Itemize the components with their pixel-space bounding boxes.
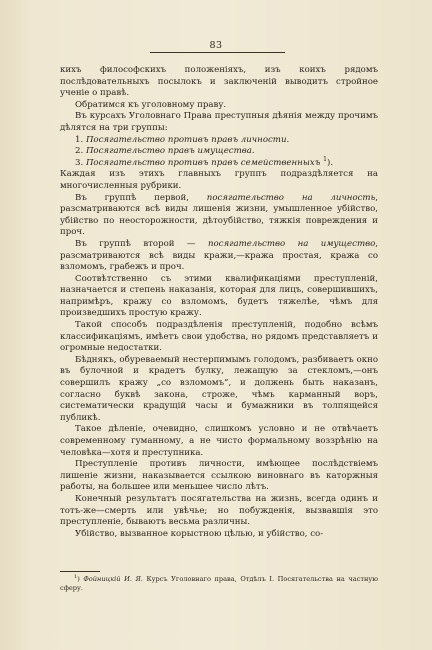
paragraph-9: Бѣднякъ, обуреваемый нестерпимымъ голодомъ, разбиваетъ окно въ булочной и крадетъ булку, лежащую за стекломъ,—онъ совершилъ кражу „со взломомъ“, и должень быть наказанъ, согласно буквѣ закона, строже, чѣмъ карманный воръ, систематически крадущiй часы и бумажники въ толпящейся публикѣ. bbox=[60, 354, 378, 423]
paragraph-5 bbox=[60, 193, 378, 239]
footnote-number: 1 bbox=[74, 573, 78, 580]
list-text: Посягательство противъ правъ семейственныхъ bbox=[85, 157, 321, 168]
paragraph-6 bbox=[60, 239, 378, 274]
list-item-3 bbox=[60, 155, 378, 170]
paragraph-1: кихъ философскихъ положенiяхъ, изъ коихъ рядомъ послѣдовательныхъ посылокъ и заключенiй выводитъ стройное ученiе о правѣ. bbox=[60, 65, 378, 99]
list-number: 2. bbox=[75, 146, 84, 157]
paragraph-10: Такое дѣленiе, очевидно, слишкомъ условно и не отвѣчаетъ современному гуманному, а не чисто формальному воззрѣнiю на человѣка—хотя и преступника. bbox=[60, 424, 378, 458]
paragraph-11: Преступленiе противъ личности, имѣющее послѣдствiемъ лишенiе жизни, наказывается ссылкою виновнаго въ каторжныя работы, на большее или меньшее число лѣтъ. bbox=[60, 459, 378, 493]
list-number: 1. bbox=[75, 134, 84, 145]
list-item-2 bbox=[60, 146, 378, 158]
footnote-rule bbox=[60, 571, 100, 572]
paragraph-4: Каждая изъ этихъ главныхъ группъ подраздѣляется на многочисленныя рубрики. bbox=[60, 169, 378, 191]
list-text: Посягательство противъ правъ личности. bbox=[85, 134, 290, 145]
header-rule bbox=[150, 52, 285, 53]
paragraph-7: Соотвѣтственно съ этими квалификацiями преступленiй, назначается и степень наказанiя, которая для лицъ, совершившихъ, напримѣръ, кражу со взломомъ, будетъ тяжелѣе, чѣмъ для произведшихъ простую кражу. bbox=[60, 273, 378, 319]
paragraph-2: Обратимся къ уголовному праву. bbox=[75, 99, 227, 110]
emphasis: посягательство на имущество bbox=[207, 238, 376, 249]
paragraph-8: Такой способъ подраздѣленiя преступленiй, подобно всѣмъ классификацiямъ, имѣетъ свои удобства, но рядомъ представляетъ и огромные недостатки. bbox=[60, 320, 378, 354]
emphasis: посягательство на личность bbox=[206, 192, 376, 203]
text-run: , разсматриваются всѣ виды кражи,—кража простая, кража со взломомъ, грабежъ и проч. bbox=[60, 238, 378, 273]
list-number: 3. bbox=[75, 157, 84, 168]
paragraph-12: Конечный результатъ посягательства на жизнь, всегда одинъ и тотъ-же—смерть или увѣчье; но побужденiя, вызвавшiя это преступленiе, бываютъ весьма различны. bbox=[60, 493, 378, 528]
text-run: Въ группѣ второй — bbox=[75, 238, 208, 249]
footnote-text: Курсъ Уголовнаго права, Отдѣлъ I. Посягательства на частную сферу. bbox=[60, 575, 379, 592]
list-text: Посягательство правъ имущества. bbox=[85, 146, 255, 157]
page-number: 83 bbox=[209, 40, 223, 51]
paragraph-13: Убiйство, вызванное корыстною цѣлью, и убiйство, со- bbox=[75, 528, 324, 539]
paragraph-3: Въ курсахъ Уголовнаго Права преступныя дѣянiя между прочимъ дѣлятся на три группы: bbox=[60, 111, 378, 133]
list-end: ). bbox=[326, 157, 334, 168]
list-item-1 bbox=[60, 135, 378, 147]
footnote: $^1$) Фойницкiй И. Я. Курсъ Уголовнаго права, Отдѣлъ I. Посягательства на частную сферу. bbox=[60, 573, 379, 592]
footnote-reference: 1 bbox=[323, 155, 327, 163]
body-text bbox=[60, 65, 378, 540]
footnote-author: Фойницкiй И. Я. bbox=[83, 575, 143, 583]
text-run: , разсматриваются всѣ виды лишенiя жизни, умышленное убiйство, убiйство по неосторожности, дѣтоубiйство, тяжкiя повреждения и проч. bbox=[60, 192, 378, 238]
text-run: Въ группѣ первой, bbox=[75, 192, 207, 203]
